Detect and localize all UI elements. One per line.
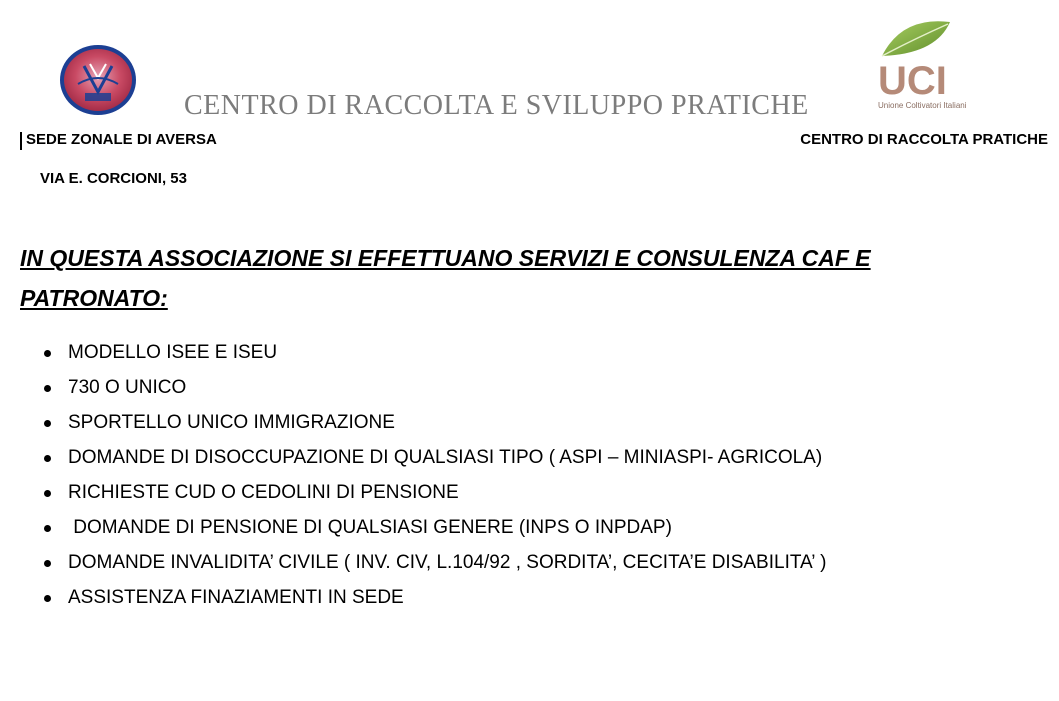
page-title: CENTRO DI RACCOLTA E SVILUPPO PRATICHE: [184, 90, 809, 121]
bullet-icon: [44, 385, 51, 392]
list-item: DOMANDE DI PENSIONE DI QUALSIASI GENERE (INPS O INPDAP): [40, 512, 826, 547]
list-item: RICHIESTE CUD O CEDOLINI DI PENSIONE: [40, 477, 826, 512]
address-label: VIA E. CORCIONI, 53: [40, 170, 187, 187]
list-item: SPORTELLO UNICO IMMIGRAZIONE: [40, 407, 826, 442]
bullet-icon: [44, 455, 51, 462]
list-item: DOMANDE INVALIDITA’ CIVILE ( INV. CIV, L.104/92 , SORDITA’, CECITA’E DISABILITA’ ): [40, 547, 826, 582]
bullet-icon: [44, 420, 51, 427]
bullet-icon: [44, 350, 51, 357]
anas-seal-icon: [58, 44, 138, 116]
bullet-icon: [44, 560, 51, 567]
uci-logo-subtext: Unione Coltivatori Italiani: [878, 101, 967, 110]
uci-logo-letters: UCI: [878, 59, 947, 103]
sede-label: SEDE ZONALE DI AVERSA: [26, 131, 217, 148]
services-heading: IN QUESTA ASSOCIAZIONE SI EFFETTUANO SERVIZI E CONSULENZA CAF E PATRONATO:: [20, 245, 871, 311]
text-cursor: [20, 132, 22, 150]
centro-label: CENTRO DI RACCOLTA PRATICHE: [800, 131, 1048, 148]
uci-leaf-logo-icon: [872, 14, 972, 118]
list-item: MODELLO ISEE E ISEU: [40, 337, 826, 372]
bullet-icon: [44, 490, 51, 497]
bullet-icon: [44, 595, 51, 602]
anas-seal-text: [138, 44, 139, 45]
list-item: 730 O UNICO: [40, 372, 826, 407]
services-list: [40, 337, 826, 617]
list-item: DOMANDE DI DISOCCUPAZIONE DI QUALSIASI TIPO ( ASPI – MINIASPI- AGRICOLA): [40, 442, 826, 477]
bullet-icon: [44, 525, 51, 532]
list-item: ASSISTENZA FINAZIAMENTI IN SEDE: [40, 582, 826, 617]
